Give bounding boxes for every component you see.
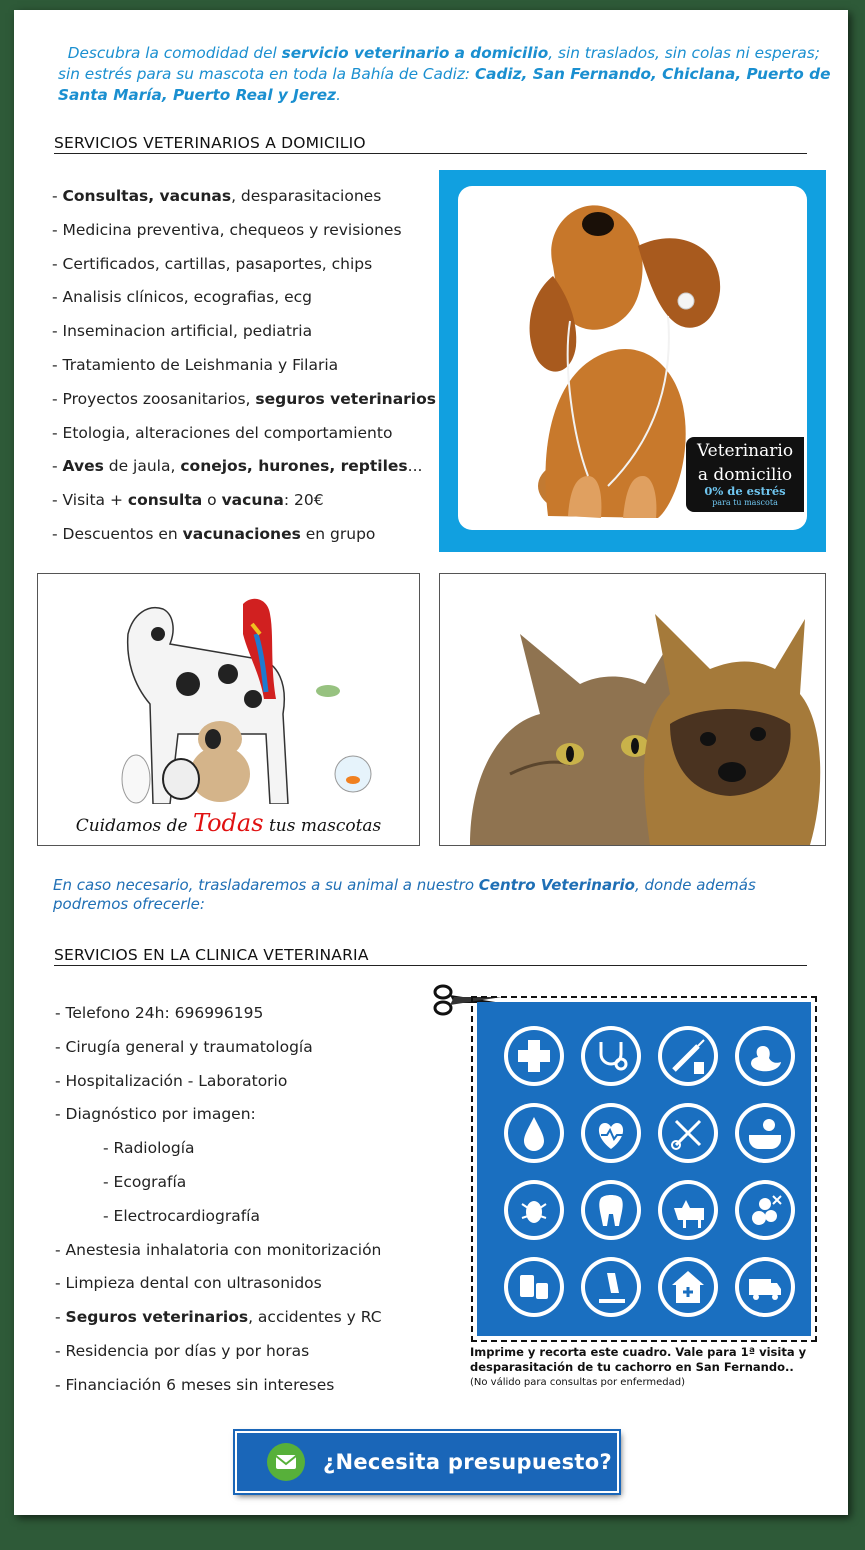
clinic-service-text: - Telefono 24h: 696996195 [55,1004,264,1022]
badge-line-3: 0% de estrés [704,484,786,498]
home-service-text: - Inseminacion artificial, pediatria [52,322,313,341]
clinic-service-bold: Seguros veterinarios [65,1308,249,1327]
bath-icon [735,1103,795,1163]
clinic-service-text: - [55,1308,66,1327]
microscope-icon [581,1257,641,1317]
clinic-service-item [55,1240,382,1274]
coupon-offer-text: Imprime y recorta este cuadro. Vale para 1ª visita y desparasitación de tu cachorro en San Fernando.. [470,1345,807,1374]
parasite-icon [504,1180,564,1240]
home-vet-dog-image [439,170,826,552]
intro-paragraph [58,43,838,106]
duck-icon [735,1026,795,1086]
clinic-house-icon [658,1257,718,1317]
coupon-text [470,1345,840,1390]
badge-line-2: a domicilio [697,465,793,485]
clinic-intro-bold: Centro Veterinario [478,876,635,894]
home-service-text: en grupo [300,524,376,543]
home-service-bold: Aves [62,457,104,476]
poodle-grooming-icon [735,1180,795,1240]
badge-line-4: para tu mascota [712,498,778,507]
pets-caption [38,809,419,837]
home-service-text: : 20€ [283,491,324,510]
cat-dog-illustration [440,574,825,845]
clinic-services-heading: SERVICIOS EN LA CLINICA VETERINARIA [54,946,807,966]
drop-icon [504,1103,564,1163]
clinic-service-item [55,1172,382,1206]
clinic-service-text: - Residencia por días y por horas [55,1341,310,1360]
home-service-bold: vacuna [221,491,284,510]
intro-text-2: , sin traslados, sin colas ni esperas; sin estrés para su mascota en toda la Bahía de Cadiz: [58,44,820,83]
caption-highlight: Todas [192,809,264,837]
clinic-service-item [55,1375,382,1409]
home-service-bold: vacunaciones [182,524,301,543]
home-service-item [52,490,436,524]
syringe-vaccine-icon [658,1026,718,1086]
home-service-text: o [202,491,222,510]
request-quote-label: ¿Necesita presupuesto? [323,1450,612,1474]
home-service-bold: consulta [127,491,203,510]
home-service-text: , desparasitaciones [231,187,382,205]
home-service-item [52,321,436,355]
coupon-icon-grid [477,1002,811,1336]
home-service-text: de jaula, [103,457,181,476]
intro-cities: Cadiz, San Fernando, Chiclana, Puerto de Santa María, Puerto Real y Jerez [58,65,831,104]
clinic-service-item [55,1071,382,1105]
home-services-heading: SERVICIOS VETERINARIOS A DOMICILIO [54,134,807,154]
medicine-icon [504,1257,564,1317]
caption-pre: Cuidamos de [75,816,193,836]
home-service-item [52,220,436,254]
clinic-service-item [55,1138,382,1172]
home-service-text: ... [407,457,423,476]
home-service-item [52,355,436,389]
home-service-text: - Tratamiento de Leishmania y Filaria [52,355,339,374]
home-service-item [52,287,436,321]
home-services-list [52,186,436,558]
home-service-item [52,389,436,423]
clinic-service-item [55,1307,382,1341]
clinic-service-item [55,1003,382,1037]
all-pets-image [37,573,420,846]
intro-text-1: Descubra la comodidad del [67,44,282,62]
badge-line-1: Veterinario [696,441,794,461]
cat-and-dog-image [439,573,826,846]
clinic-service-text: - Ecografía [103,1172,187,1191]
clinic-service-text: - Financiación 6 meses sin intereses [55,1375,335,1394]
clinic-service-text: - Anestesia inhalatoria con monitorización [55,1240,382,1259]
clinic-intro-text-2: , donde además podremos ofrecerle: [53,876,756,913]
clinic-service-text: - Radiología [103,1139,195,1158]
clinic-service-item [55,1104,382,1138]
clinic-intro-text-1: En caso necesario, trasladaremos a su animal a nuestro [53,876,479,894]
tooth-icon [581,1180,641,1240]
request-quote-button[interactable] [235,1431,619,1493]
home-service-item [52,423,436,457]
intro-bold-1: servicio veterinario a domicilio [281,44,549,62]
clinic-service-text: - Limpieza dental con ultrasonidos [55,1274,322,1293]
home-service-text: - Descuentos en [52,524,183,543]
home-service-text: - Analisis clínicos, ecografias, ecg [52,288,312,307]
clinic-service-text: - Electrocardiografía [103,1206,260,1225]
coupon-note: (No válido para consultas por enfermedad) [470,1377,686,1388]
clinic-services-list [55,1003,382,1409]
clinic-service-item [55,1341,382,1375]
clinic-service-text: - Diagnóstico por imagen: [55,1105,256,1124]
home-service-text: - Certificados, cartillas, pasaportes, chips [52,254,373,273]
home-service-item [52,254,436,288]
pets-collage-illustration [38,574,419,804]
home-service-bold: conejos, hurones, reptiles [180,457,408,476]
home-service-bold: seguros veterinarios [255,389,436,408]
ambulance-icon [735,1257,795,1317]
clinic-service-item [55,1273,382,1307]
heart-icon [581,1103,641,1163]
home-service-text: - Etologia, alteraciones del comportamiento [52,423,393,442]
home-service-bold: Consultas, vacunas [62,187,232,205]
home-service-text: - Proyectos zoosanitarios, [52,389,256,408]
intro-text-3: . [336,86,341,104]
clinic-intro-paragraph [53,876,793,914]
surgical-tools-icon [658,1103,718,1163]
clinic-service-text: , accidentes y RC [248,1308,382,1327]
home-service-text: - [52,457,63,476]
home-service-text: - Medicina preventiva, chequeos y revisiones [52,220,402,239]
printable-coupon [471,996,817,1342]
envelope-icon [267,1443,305,1481]
home-service-text: - [52,187,63,205]
stethoscope-icon [581,1026,641,1086]
caption-post: tus mascotas [263,816,382,836]
home-service-item [52,186,436,220]
medical-cross-icon [504,1026,564,1086]
home-service-text: - Visita + [52,491,128,510]
clinic-service-text: - Cirugía general y traumatología [55,1037,313,1056]
home-service-item [52,456,436,490]
home-service-item [52,524,436,558]
clinic-service-item [55,1037,382,1071]
vet-home-badge [686,437,804,512]
clinic-service-item [55,1206,382,1240]
clinic-service-text: - Hospitalización - Laboratorio [55,1071,288,1090]
content-card [14,10,848,1515]
dog-icon [658,1180,718,1240]
